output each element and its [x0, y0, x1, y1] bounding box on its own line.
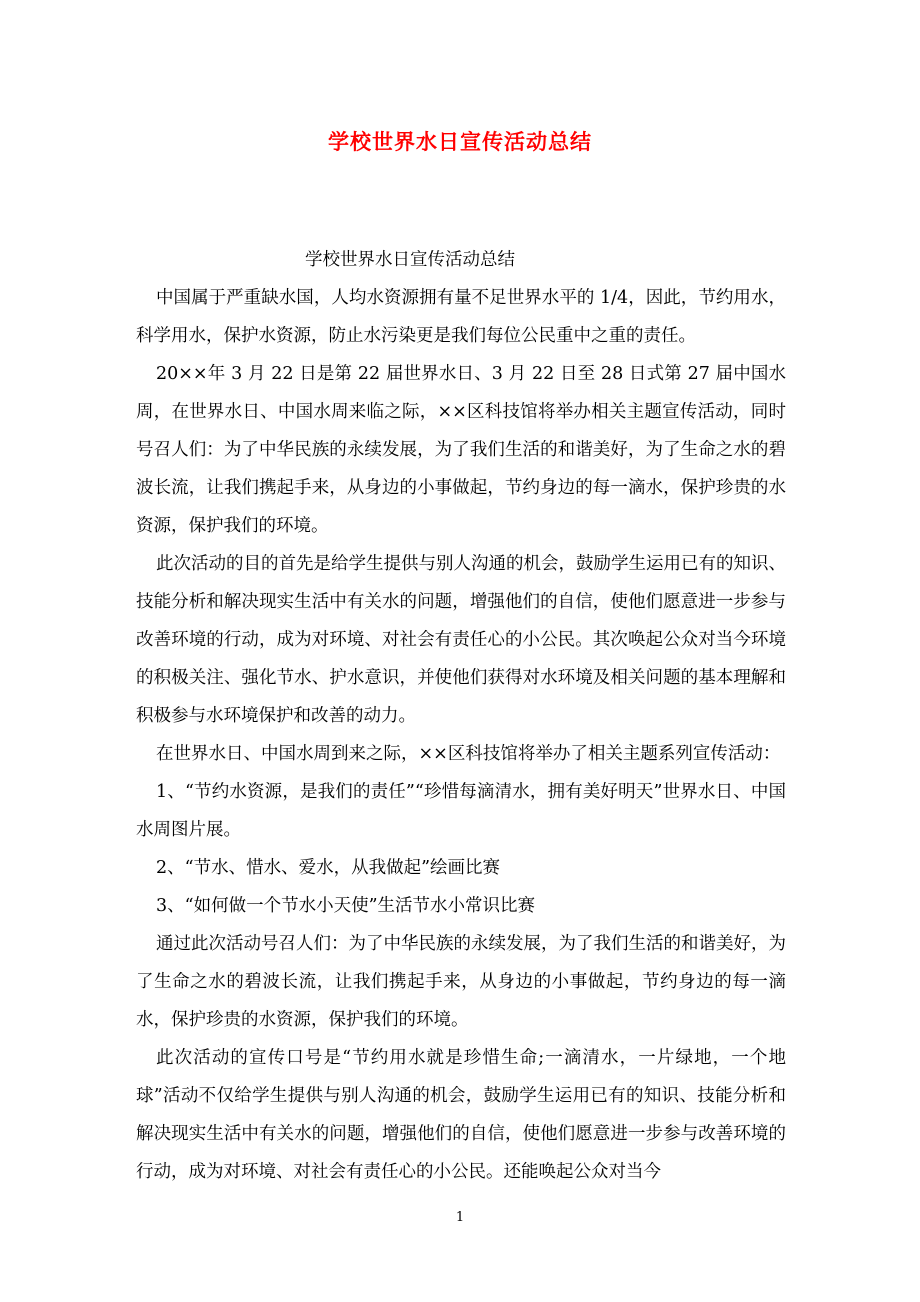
- paragraph-3: 此次活动的目的首先是给学生提供与别人沟通的机会，鼓励学生运用已有的知识、技能分析和解决现实生活中有关水的问题，增强他们的自信，使他们愿意进一步参与改善环境的行动，成为对环境、对社会有责任心的小公民。其次唤起公众对当今环境的积极关注、强化节水、护水意识，并使他们获得对水环境及相关问题的基本理解和积极参与水环境保护和改善的动力。: [136, 554, 786, 726]
- paragraph-6: 此次活动的宣传口号是“节约用水就是珍惜生命;一滴清水，一片绿地，一个地球”活动不仅给学生提供与别人沟通的机会，鼓励学生运用已有的知识、技能分析和解决现实生活中有关水的问题，增强他们的自信，使他们愿意进一步参与改善环境的行动，成为对环境、对社会有责任心的小公民。还能唤起公众对当今: [136, 1048, 786, 1182]
- list-item-3: 3、“如何做一个节水小天使”生活节水小常识比赛: [156, 896, 536, 916]
- list-item-1: 1、“节约水资源，是我们的责任”“珍惜每滴清水，拥有美好明天”世界水日、中国水周图片展。: [136, 782, 786, 840]
- document-title: 学校世界水日宣传活动总结: [328, 129, 592, 154]
- document-body: [136, 241, 786, 1191]
- paragraph-1: 中国属于严重缺水国，人均水资源拥有量不足世界水平的 1/4，因此，节约用水，科学用水，保护水资源，防止水污染更是我们每位公民重中之重的责任。: [136, 288, 786, 346]
- paragraph-2: 20××年 3 月 22 日是第 22 届世界水日、3 月 22 日至 28 日式第 27 届中国水周，在世界水日、中国水周来临之际，××区科技馆将举办相关主题宣传活动，同时号召人们：为了中华民族的永续发展，为了我们生活的和谐美好，为了生命之水的碧波长流，让我们携起手来，从身边的小事做起，节约身边的每一滴水，保护珍贵的水资源，保护我们的环境。: [136, 364, 786, 536]
- page-number: 1: [455, 1210, 465, 1225]
- paragraph-4: 在世界水日、中国水周到来之际，××区科技馆将举办了相关主题系列宣传活动：: [156, 744, 781, 764]
- list-item-2: 2、“节水、惜水、爱水，从我做起”绘画比赛: [156, 858, 501, 878]
- document-subtitle: 学校世界水日宣传活动总结: [305, 250, 515, 270]
- paragraph-5: 通过此次活动号召人们：为了中华民族的永续发展，为了我们生活的和谐美好，为了生命之水的碧波长流，让我们携起手来，从身边的小事做起，节约身边的每一滴水，保护珍贵的水资源，保护我们的环境。: [136, 934, 786, 1030]
